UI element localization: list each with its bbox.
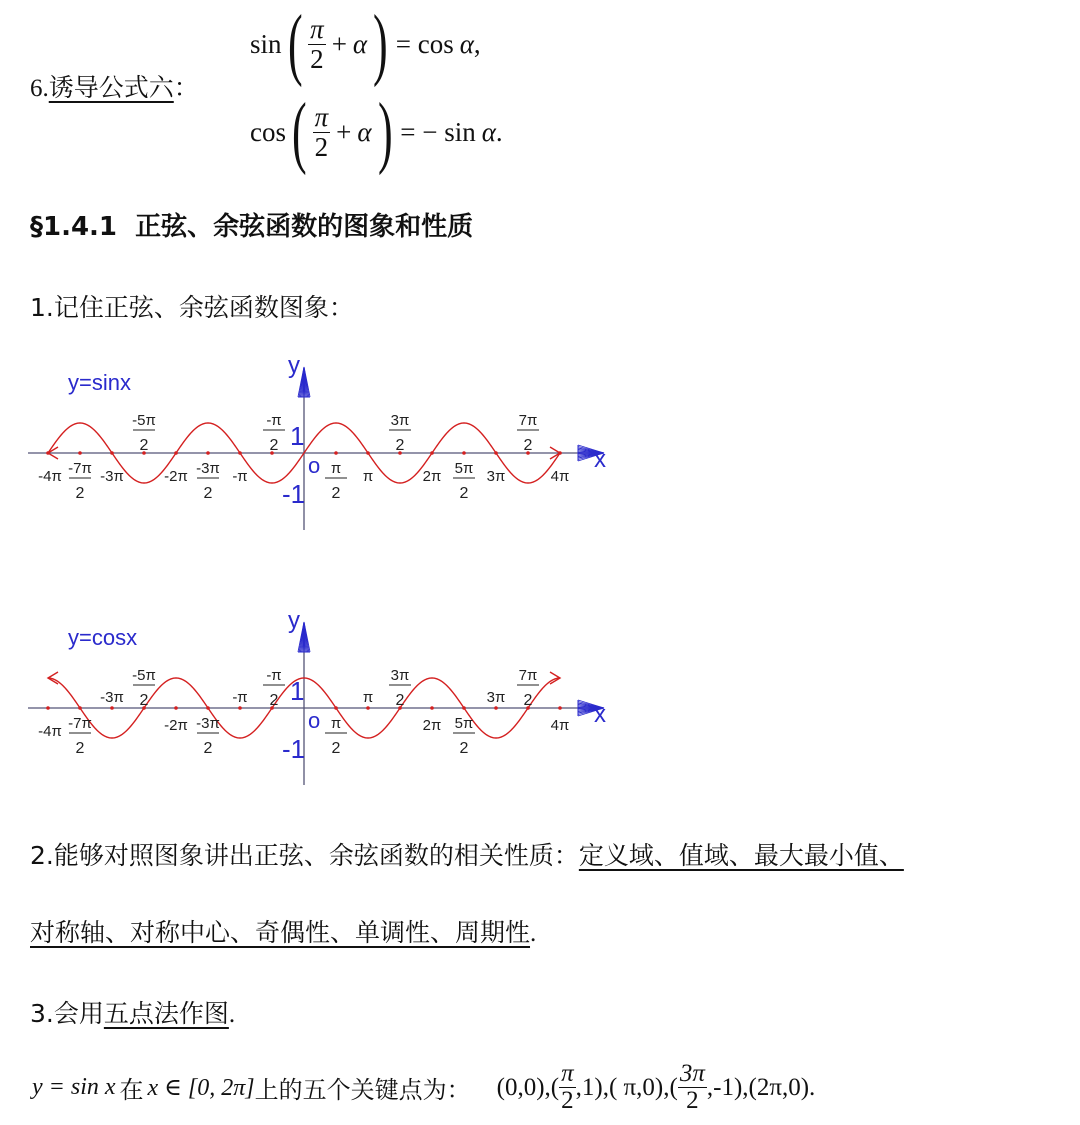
formula6-colon: ： [173,73,199,102]
tick-dot [78,451,82,455]
tick-dot [110,451,114,455]
five-points-line [32,1050,815,1125]
tick-dot [174,451,178,455]
eq1-rparen: ) [373,0,388,88]
tick-label [132,412,156,454]
tick-label-den: 2 [395,437,405,454]
formula6-label [30,68,199,104]
tick-dot [110,706,114,710]
eq1-alpha: α [352,28,368,59]
tick-label [363,689,373,706]
tick-label-den: 2 [269,437,279,454]
fp-p2-num: π [561,1059,574,1087]
tick-label [423,468,442,485]
tick-label-den: 2 [459,740,469,757]
fp-lhs: y = sin x [32,1074,116,1100]
tick-label-text: 4π [550,717,570,734]
tick-label-den: 2 [331,485,341,502]
tick-label [423,717,442,734]
fp-domain: x ∈ [0, 2π] [147,1075,255,1101]
tick-label [100,689,124,706]
tick-label-den: 2 [395,692,405,709]
y-minus-one-label: -1 [282,479,306,509]
tick-label [38,723,62,740]
tick-label [551,468,570,485]
section-title: §1.4.1 正弦、余弦函数的图象和性质 [30,212,474,242]
eq1-rhs-alpha: α [459,28,474,59]
tick-label [232,468,247,485]
tick-label [132,667,156,709]
tick-label-num: -3π [196,715,220,732]
tick-dot [206,451,210,455]
tick-label-den: 2 [523,692,533,709]
tick-label-num: π [330,460,342,477]
tick-dot [334,451,338,455]
cos-chart [0,600,640,790]
tick-dot [46,451,50,455]
tick-label-text: -3π [100,468,124,485]
y-axis-label: y [288,352,300,379]
y-one-label: 1 [290,421,305,451]
tick-label [164,468,188,485]
tick-label-num: 7π [518,667,538,684]
tick-label [551,717,570,734]
tick-label [232,689,247,706]
tick-dot [334,706,338,710]
tick-label-num: 3π [390,412,410,429]
tick-label [487,689,506,706]
tick-label-text: -3π [100,689,124,706]
tick-label-den: 2 [203,740,213,757]
tick-label-text: -2π [164,717,188,734]
tick-dot [430,451,434,455]
tick-label [453,460,475,502]
tick-label-num: 7π [518,412,538,429]
tick-label [68,460,92,502]
eq2-rhs-end: . [495,116,503,147]
item1-text: 1.记住正弦、余弦函数图象： [30,293,354,322]
eq2-plus: + [336,116,352,147]
x-axis-label: x [594,701,606,728]
y-minus-one-label: -1 [282,734,306,764]
eq2-fn: cos [250,116,286,147]
eq2-rhs-alpha: α [481,116,496,147]
tick-dot [174,706,178,710]
eq2-pi: π [314,102,329,133]
tick-dot [46,706,50,710]
tick-label [325,460,347,502]
tick-label-den: 2 [139,437,149,454]
origin-label: o [308,453,321,478]
tick-label [196,715,220,757]
tick-dot [494,451,498,455]
fp-p2-den: 2 [561,1087,574,1114]
tick-label [453,715,475,757]
tick-dot [206,706,210,710]
tick-label-den: 2 [75,485,85,502]
item2-prefix: 2.能够对照图象讲出正弦、余弦函数的相关性质： [30,841,579,870]
tick-label-text: -4π [38,723,62,740]
tick-label [263,412,285,454]
eq1-pi: π [310,14,324,45]
eq2-frac [313,103,331,161]
tick-label [164,717,188,734]
eq1-rhs-fn: = cos [395,28,454,59]
origin-label: o [308,708,321,733]
tick-label [389,667,411,709]
tick-label-num: -3π [196,460,220,477]
tick-label-den: 2 [203,485,213,502]
fp-p2-frac [559,1061,576,1115]
tick-label-text: π [362,468,374,485]
formula6-prefix: 6. [30,75,49,102]
tick-label [68,715,92,757]
tick-dot [462,451,466,455]
tick-label [517,667,539,709]
tick-label-num: -7π [68,715,92,732]
formula6-title: 诱导公式六 [48,73,174,102]
x-axis-label: x [594,446,606,473]
item2-line1 [30,836,904,872]
eq2-rparen: ) [377,88,393,176]
tick-label-num: -5π [132,667,156,684]
tick-label-num: -7π [68,460,92,477]
tick-label-num: 3π [390,667,410,684]
eq1-plus: + [331,28,347,59]
tick-label [196,460,220,502]
item3-prefix: 3.会用 [30,999,104,1028]
tick-label-text: 2π [422,468,442,485]
eq1-rhs-end: , [473,28,481,59]
eq2-rhs-fn: = − sin [400,116,476,147]
eq1-lparen: ( [287,0,303,88]
tick-label-den: 2 [331,740,341,757]
tick-dot [366,706,370,710]
tick-label [517,412,539,454]
tick-label-text: 4π [550,468,570,485]
tick-dot [238,706,242,710]
tick-label [263,667,285,709]
item3-underlined: 五点法作图 [103,999,229,1028]
tick-dot [462,706,466,710]
tick-label-den: 2 [269,692,279,709]
tick-label-den: 2 [459,485,469,502]
tick-label-num: 5π [454,460,474,477]
tick-label [325,715,347,757]
fp-p4-num: 3π [679,1059,705,1087]
tick-label [487,468,506,485]
tick-label-text: 3π [486,468,506,485]
tick-label-num: π [330,715,342,732]
y-one-label: 1 [290,676,305,706]
tick-dot [238,451,242,455]
tick-label [389,412,411,454]
tick-label-text: -2π [164,468,188,485]
tick-dot [494,706,498,710]
fp-p1: (0,0),( [496,1073,560,1101]
tick-dot [78,706,82,710]
formula6-eq1 [250,2,481,86]
tick-label-num: 5π [454,715,474,732]
tick-label-text: -4π [38,468,62,485]
formula6-eq2 [250,90,503,174]
tick-label-text: -π [232,689,248,706]
tick-label-num: -π [266,412,282,429]
item2-line2 [30,913,536,949]
eq2-two: 2 [314,131,329,162]
tick-label-text: π [362,689,374,706]
tick-dot [366,451,370,455]
item3-line [30,994,235,1030]
tick-label-text: 2π [422,717,442,734]
item2-underlined-1: 定义域、值域、最大最小值、 [578,841,904,870]
fp-p2-rest: ,1),( π,0),( [575,1073,678,1101]
eq2-lparen: ( [291,88,307,176]
sin-chart-title: y=sinx [68,370,131,395]
tick-label-num: -5π [132,412,156,429]
fp-p4-frac [678,1061,707,1115]
tick-label-den: 2 [523,437,533,454]
fp-p4-rest: ,-1),(2π,0). [706,1073,816,1101]
item3-end: . [228,1001,236,1028]
fp-desc: 上的五个关键点为： [254,1076,471,1104]
tick-label-text: 3π [486,689,506,706]
y-axis-label: y [288,607,300,634]
eq1-fn: sin [250,28,282,59]
tick-dot [558,451,562,455]
tick-label-den: 2 [75,740,85,757]
tick-label [363,468,373,485]
item2-end: . [530,920,537,947]
fp-p4-den: 2 [686,1087,699,1114]
tick-label-num: -π [266,667,282,684]
eq1-frac [308,15,326,73]
item2-underlined-2: 对称轴、对称中心、奇偶性、单调性、周期性 [30,918,531,947]
tick-label-text: -π [232,468,248,485]
tick-dot [430,706,434,710]
eq2-alpha: α [357,116,372,147]
tick-dot [558,706,562,710]
tick-label-den: 2 [139,692,149,709]
eq1-two: 2 [310,43,324,74]
fp-in: 在 [119,1076,144,1104]
tick-label [38,468,62,485]
sin-chart [0,345,640,535]
tick-label [100,468,124,485]
cos-chart-title: y=cosx [68,625,138,650]
